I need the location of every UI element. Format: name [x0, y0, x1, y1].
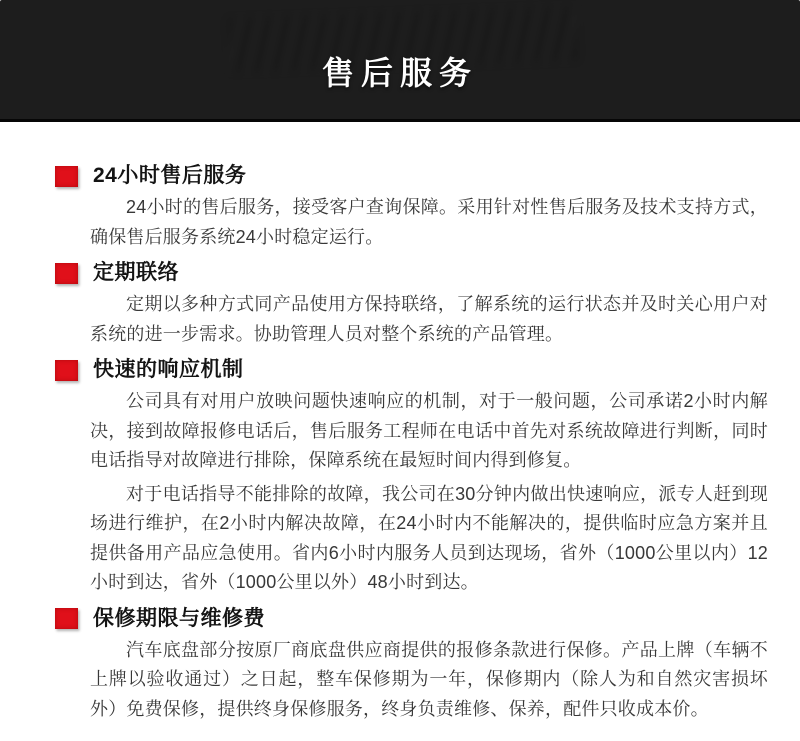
- content-area: [0, 122, 800, 724]
- section-regular-contact: [55, 260, 770, 349]
- section-paragraph: 汽车底盘部分按原厂商底盘供应商提供的报修条款进行保修。产品上牌（车辆不上牌以验收通过）之日起，整车保修期为一年，保修期内（除人为和自然灾害损坏外）免费保修，提供终身保修服务，终身负责维修、保养，配件只收成本价。: [90, 639, 768, 719]
- section-heading-row: [55, 606, 770, 632]
- section-heading: 定期联络: [93, 261, 179, 284]
- section-paragraph: 公司具有对用户放映问题快速响应的机制，对于一般问题，公司承诺2小时内解决，接到故障报修电话后，售后服务工程师在电话中首先对系统故障进行判断，同时电话指导对故障进行排除，保障系统在最短时间内得到修复。: [90, 391, 768, 470]
- header-banner: [0, 0, 800, 122]
- section-rapid-response: [55, 357, 770, 598]
- page-title: 售后服务: [321, 54, 478, 91]
- section-heading: 保修期限与维修费: [93, 606, 265, 630]
- section-heading-row: [55, 163, 770, 189]
- red-square-bullet-icon: [55, 608, 78, 629]
- section-warranty-and-fees: [55, 606, 770, 725]
- red-square-bullet-icon: [55, 263, 78, 284]
- section-heading: 24小时售后服务: [93, 164, 247, 187]
- red-square-bullet-icon: [55, 166, 78, 187]
- section-24h-service: [55, 163, 770, 252]
- section-paragraph: 对于电话指导不能排除的故障，我公司在30分钟内做出快速响应，派专人赶到现场进行维护，在2小时内解决故障，在24小时内不能解决的，提供临时应急方案并且提供备用产品应急使用。省内6小时内服务人员到达现场，省外（1000公里以内）12小时到达，省外（1000公里以外）48小时到达。: [90, 483, 768, 592]
- section-paragraph: 24小时的售后服务，接受客户查询保障。采用针对性售后服务及技术支持方式，确保售后服务系统24小时稳定运行。: [90, 197, 768, 247]
- section-paragraph: 定期以多种方式同产品使用方保持联络，了解系统的运行状态并及时关心用户对系统的进一步需求。协助管理人员对整个系统的产品管理。: [90, 294, 768, 344]
- section-heading-row: [55, 260, 770, 286]
- section-heading-row: [55, 357, 770, 383]
- section-heading: 快速的响应机制: [93, 358, 244, 381]
- red-square-bullet-icon: [55, 360, 78, 381]
